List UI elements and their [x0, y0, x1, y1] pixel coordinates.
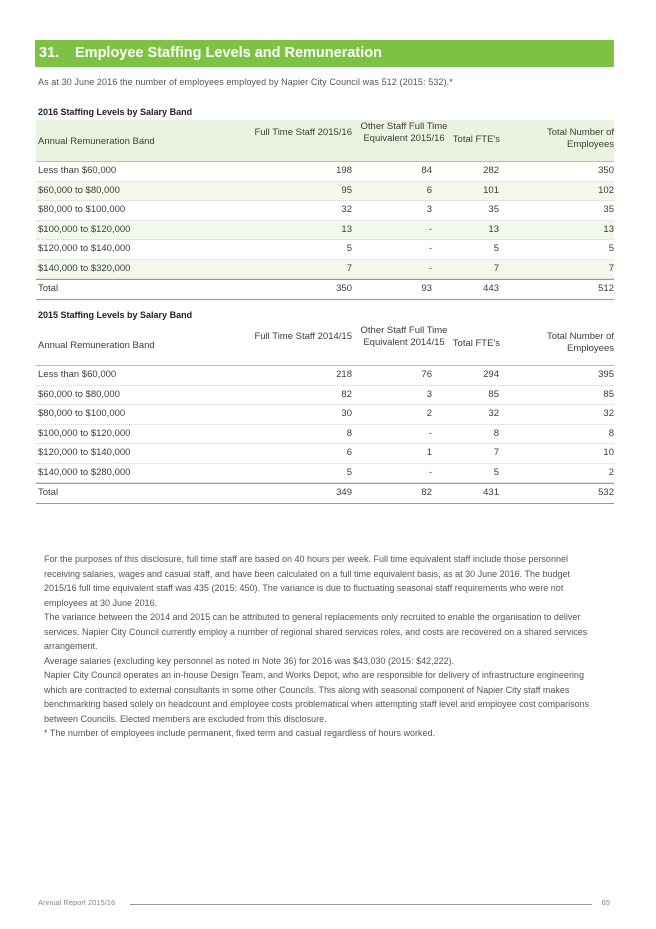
- cell-fulltime: 30: [341, 408, 352, 419]
- cell-total-fte: 32: [488, 408, 499, 419]
- cell-band: $100,000 to $120,000: [38, 223, 131, 235]
- cell-total-fte: 13: [488, 223, 499, 235]
- col-header-other-fte: Other Staff Full Time Equivalent 2014/15: [360, 325, 448, 348]
- total-fulltime: 350: [336, 283, 352, 294]
- cell-band: $140,000 to $320,000: [38, 262, 131, 274]
- cell-total-employees: 85: [603, 388, 614, 400]
- col-header-other-fte: Other Staff Full Time Equivalent 2015/16: [360, 121, 448, 144]
- cell-total-employees: 10: [603, 447, 614, 458]
- cell-band: $100,000 to $120,000: [38, 427, 131, 439]
- table-2015-title: 2015 Staffing Levels by Salary Band: [38, 310, 193, 320]
- total-employees: 532: [598, 487, 614, 498]
- total-other-fte: 82: [421, 487, 432, 498]
- cell-fulltime: 198: [336, 165, 352, 176]
- table-row: [36, 240, 614, 260]
- table-row: [36, 201, 614, 221]
- col-header-band: Annual Remuneration Band: [38, 136, 155, 147]
- cell-total-employees: 7: [608, 262, 614, 274]
- cell-total-fte: 294: [483, 369, 499, 380]
- total-fte: 443: [483, 283, 499, 294]
- note-paragraph: Napier City Council operates an in-house Design Team, and Works Depot, who are responsible for delivery of infrastructure engineering which are contracted to external consultants in some other Councils. This along with seasonal component of Napier City staff makes benchmarking based solely on headcount and employee costs problematical when attempting staff level and employee cost comparisons between Councils. Elected members are excluded from this disclosure.: [44, 670, 590, 724]
- section-title: Employee Staffing Levels and Remuneration: [75, 45, 382, 61]
- cell-fulltime: 32: [341, 204, 352, 215]
- cell-total-fte: 85: [488, 388, 499, 400]
- section-banner: [35, 40, 614, 67]
- table-row: [36, 444, 614, 464]
- cell-other-fte: 2: [426, 408, 432, 419]
- cell-other-fte: -: [428, 262, 432, 274]
- col-header-total-fte: Total FTE's: [452, 338, 500, 349]
- cell-total-employees: 395: [598, 369, 614, 380]
- cell-total-employees: 35: [603, 204, 614, 215]
- table-total-row: [36, 279, 614, 300]
- cell-total-fte: 7: [493, 262, 499, 274]
- cell-fulltime: 5: [346, 243, 352, 254]
- table-row: [36, 221, 614, 241]
- cell-total-fte: 35: [488, 204, 499, 215]
- cell-band: $60,000 to $80,000: [38, 184, 120, 196]
- cell-other-fte: -: [428, 466, 432, 478]
- cell-band: $120,000 to $140,000: [38, 447, 131, 458]
- total-fte: 431: [483, 487, 499, 498]
- cell-fulltime: 13: [341, 223, 352, 235]
- footer-report-name: Annual Report 2015/16: [38, 898, 116, 907]
- total-fulltime: 349: [336, 487, 352, 498]
- cell-fulltime: 8: [346, 427, 352, 439]
- cell-other-fte: 1: [426, 447, 432, 458]
- col-header-total-employees: Total Number of Employees: [546, 127, 614, 150]
- cell-fulltime: 6: [346, 447, 352, 458]
- section-number: 31.: [39, 45, 60, 61]
- cell-fulltime: 7: [346, 262, 352, 274]
- intro-text: As at 30 June 2016 the number of employees employed by Napier City Council was 512 (2015: 532).*: [38, 77, 453, 87]
- cell-band: $60,000 to $80,000: [38, 388, 120, 400]
- cell-band: Less than $60,000: [38, 369, 117, 380]
- cell-total-employees: 32: [603, 408, 614, 419]
- cell-total-employees: 2: [608, 466, 614, 478]
- table-2016-title: 2016 Staffing Levels by Salary Band: [38, 107, 193, 117]
- table-header: [36, 120, 614, 162]
- cell-other-fte: 84: [421, 165, 432, 176]
- cell-other-fte: 6: [426, 184, 432, 196]
- cell-band: $80,000 to $100,000: [38, 204, 126, 215]
- cell-total-fte: 5: [493, 466, 499, 478]
- table-header: [36, 324, 614, 366]
- staffing-table-2016: [36, 120, 614, 300]
- cell-total-employees: 8: [608, 427, 614, 439]
- page-number: 65: [601, 898, 610, 907]
- cell-band: $140,000 to $280,000: [38, 466, 131, 478]
- col-header-band: Annual Remuneration Band: [38, 340, 155, 351]
- table-row: [36, 260, 614, 280]
- table-row: [36, 366, 614, 386]
- total-label: Total: [38, 487, 59, 498]
- cell-total-employees: 13: [603, 223, 614, 235]
- table-row: [36, 182, 614, 202]
- cell-total-employees: 350: [598, 165, 614, 176]
- cell-fulltime: 82: [341, 388, 352, 400]
- table-row: [36, 405, 614, 425]
- cell-band: $80,000 to $100,000: [38, 408, 126, 419]
- col-header-fulltime: Full Time Staff 2015/16: [254, 127, 352, 138]
- cell-other-fte: 3: [426, 388, 432, 400]
- notes-section: [44, 552, 604, 741]
- col-header-fulltime: Full Time Staff 2014/15: [254, 331, 352, 342]
- note-paragraph: The variance between the 2014 and 2015 can be attributed to general replacements only recruited to enable the organisation to deliver services. Napier City Council currently employ a number of regional shared services roles, and costs are recovered on a shared services arrangement.: [44, 612, 588, 651]
- cell-other-fte: 76: [421, 369, 432, 380]
- cell-total-employees: 5: [608, 243, 614, 254]
- cell-band: Less than $60,000: [38, 165, 117, 176]
- cell-other-fte: -: [428, 427, 432, 439]
- table-row: [36, 386, 614, 406]
- staffing-table-2015: [36, 324, 614, 504]
- page-footer: [38, 898, 610, 910]
- cell-total-employees: 102: [598, 184, 614, 196]
- cell-fulltime: 95: [341, 184, 352, 196]
- note-paragraph: Average salaries (excluding key personnel as noted in Note 36) for 2016 was $43,030 (2015: $42,222).: [44, 655, 455, 666]
- table-row: [36, 162, 614, 182]
- cell-other-fte: 3: [426, 204, 432, 215]
- cell-total-fte: 5: [493, 243, 499, 254]
- cell-other-fte: -: [428, 243, 432, 254]
- cell-total-fte: 101: [483, 184, 499, 196]
- note-paragraph: For the purposes of this disclosure, full time staff are based on 40 hours per week. Full time equivalent staff include those personnel receiving salaries, wages and casual staff, and have been calculated on a full time equivalent basis, as at 30 June 2016. The budget 2015/16 full time equivalent staff was 435 (2015: 450). The variance is due to fluctuating seasonal staff requirements who were not employees at 30 June 2016.: [44, 554, 571, 608]
- table-row: [36, 464, 614, 484]
- total-label: Total: [38, 283, 59, 294]
- cell-fulltime: 218: [336, 369, 352, 380]
- cell-total-fte: 8: [493, 427, 499, 439]
- cell-total-fte: 282: [483, 165, 499, 176]
- total-other-fte: 93: [421, 283, 432, 294]
- table-total-row: [36, 483, 614, 504]
- total-employees: 512: [598, 283, 614, 294]
- table-row: [36, 425, 614, 445]
- note-footnote: * The number of employees include permanent, fixed term and casual regardless of hours worked.: [44, 728, 436, 738]
- col-header-total-employees: Total Number of Employees: [546, 331, 614, 354]
- cell-total-fte: 7: [493, 447, 499, 458]
- cell-fulltime: 5: [346, 466, 352, 478]
- cell-band: $120,000 to $140,000: [38, 243, 131, 254]
- cell-other-fte: -: [428, 223, 432, 235]
- col-header-total-fte: Total FTE's: [452, 134, 500, 145]
- footer-rule: [130, 904, 592, 905]
